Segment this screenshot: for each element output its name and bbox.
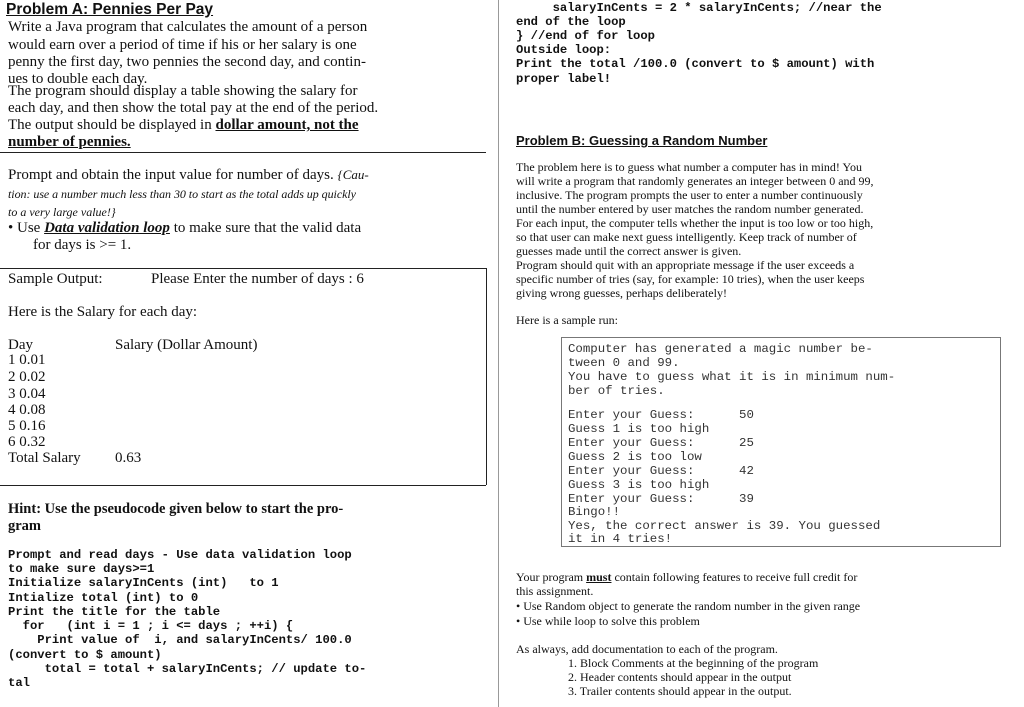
feature-item xyxy=(516,600,860,614)
divider xyxy=(0,268,486,269)
doc-num: 3. xyxy=(568,684,577,698)
doc-item xyxy=(568,685,792,699)
run-line: You have to guess what it is in minimum num- xyxy=(568,370,896,384)
req-must: must xyxy=(586,570,612,584)
table-row: 5 0.16 xyxy=(8,418,46,434)
desc-line: would earn over a period of time if his or her salary is one xyxy=(8,37,357,53)
desc-line: The problem here is to guess what number a computer has in mind! You xyxy=(516,160,862,174)
code-line: Print the title for the table xyxy=(8,605,221,619)
problem-b-title: Problem B: Guessing a Random Number xyxy=(516,133,768,148)
code-line: proper label! xyxy=(516,72,612,86)
total-label: Total Salary xyxy=(8,450,81,466)
doc-item xyxy=(568,657,818,671)
desc-text: The output should be displayed in xyxy=(8,117,212,133)
run-line: Guess 1 is too high xyxy=(568,422,710,436)
desc-line: so that user can make next guess intelligently. Keep track of number of xyxy=(516,230,857,244)
doc-text: Trailer contents should appear in the output. xyxy=(579,684,792,698)
req-line: this assignment. xyxy=(516,584,594,598)
desc-line: inclusive. The program prompts the user to enter a number continuously xyxy=(516,188,863,202)
req-post: contain following features to receive full credit for xyxy=(614,570,858,584)
run-line: Yes, the correct answer is 39. You guessed xyxy=(568,519,881,533)
validation-line xyxy=(8,220,361,237)
problem-a-title: Problem A: Pennies Per Pay xyxy=(6,1,214,18)
desc-line: The program should display a table showing the salary for xyxy=(8,83,358,99)
total-value: 0.63 xyxy=(115,450,142,466)
doc-num: 1. xyxy=(568,656,577,670)
salary-heading: Here is the Salary for each day: xyxy=(8,304,198,320)
desc-line: giving wrong guesses, perhaps deliberately! xyxy=(516,286,727,300)
desc-line: guesses made until the correct answer is given. xyxy=(516,244,742,258)
table-row: 1 0.01 xyxy=(8,352,46,368)
caution-line: to a very large value!} xyxy=(8,205,116,219)
table-header-salary: Salary (Dollar Amount) xyxy=(115,337,258,353)
column-divider xyxy=(498,0,499,707)
desc-line: ues to double each day. xyxy=(8,71,148,87)
feature-text: Use while loop to solve this problem xyxy=(523,614,700,628)
caution-text: {Cau- xyxy=(337,167,369,182)
desc-emphasis: dollar amount, not the xyxy=(215,117,359,133)
hint-line: gram xyxy=(8,518,42,534)
code-line: salaryInCents = 2 * salaryInCents; //near the xyxy=(516,1,882,15)
desc-line: For each input, the computer tells whether the input is too low or too high, xyxy=(516,216,874,230)
validation-line-2: for days is >= 1. xyxy=(33,237,132,253)
run-line: Computer has generated a magic number be- xyxy=(568,342,873,356)
divider xyxy=(0,152,486,153)
run-line: Guess 3 is too high xyxy=(568,478,710,492)
desc-line: Write a Java program that calculates the amount of a person xyxy=(8,19,368,35)
run-line: it in 4 tries! xyxy=(568,532,673,546)
req-pre: Your program xyxy=(516,570,584,584)
hint-line: Hint: Use the pseudocode given below to start the pro- xyxy=(8,501,344,517)
doc-num: 2. xyxy=(568,670,577,684)
run-line: Enter your Guess: 42 xyxy=(568,464,754,478)
code-line: Print value of i, and salaryInCents/ 100.0 xyxy=(8,633,352,647)
code-line: Initialize salaryInCents (int) to 1 xyxy=(8,576,279,590)
req-line xyxy=(516,571,857,585)
code-line: } //end of for loop xyxy=(516,29,655,43)
doc-text: Block Comments at the beginning of the program xyxy=(580,656,819,670)
table-header-day: Day xyxy=(8,337,33,353)
doc-item xyxy=(568,671,791,685)
divider xyxy=(0,485,486,486)
sample-run-label: Here is a sample run: xyxy=(516,313,618,327)
run-line: Enter your Guess: 50 xyxy=(568,408,754,422)
validation-post: to make sure that the valid data xyxy=(173,220,362,236)
desc-emphasis: number of pennies. xyxy=(8,134,131,150)
code-line: Print the total /100.0 (convert to $ amount) with xyxy=(516,57,875,71)
desc-line xyxy=(8,117,359,134)
doc-text: Header contents should appear in the output xyxy=(580,670,792,684)
desc-line: Program should quit with an appropriate message if the user exceeds a xyxy=(516,258,855,272)
table-row: 2 0.02 xyxy=(8,369,46,385)
desc-line xyxy=(8,134,131,151)
code-line: tal xyxy=(8,676,30,690)
code-line: Prompt and read days - Use data validation loop xyxy=(8,548,352,562)
code-line: total = total + salaryInCents; // update to- xyxy=(8,662,367,676)
run-line: Enter your Guess: 39 xyxy=(568,492,754,506)
caution-line: tion: use a number much less than 30 to start as the total adds up quickly xyxy=(8,187,356,201)
prompt-line xyxy=(8,166,369,184)
table-row: 4 0.08 xyxy=(8,402,46,418)
bullet: • xyxy=(516,599,521,613)
sample-label: Sample Output: xyxy=(8,271,103,287)
prompt-text: Prompt and obtain the input value for number of days. xyxy=(8,167,334,183)
code-line: Outside loop: xyxy=(516,43,612,57)
desc-line: will write a program that randomly generates an integer between 0 and 99, xyxy=(516,174,874,188)
code-line: end of the loop xyxy=(516,15,626,29)
run-line: Enter your Guess: 25 xyxy=(568,436,754,450)
validation-pre: Use xyxy=(17,220,41,236)
divider-vertical xyxy=(486,268,487,485)
desc-line: each day, and then show the total pay at the end of the period. xyxy=(8,100,379,116)
code-line: to make sure days>=1 xyxy=(8,562,155,576)
validation-term: Data validation loop xyxy=(44,220,170,236)
feature-text: Use Random object to generate the random number in the given range xyxy=(523,599,861,613)
table-row: 6 0.32 xyxy=(8,434,46,450)
run-line: tween 0 and 99. xyxy=(568,356,680,370)
code-line: for (int i = 1 ; i <= days ; ++i) { xyxy=(8,619,294,633)
desc-line: penny the first day, two pennies the second day, and contin- xyxy=(8,54,366,70)
desc-line: until the number entered by user matches the random number generated. xyxy=(516,202,864,216)
doc-intro: As always, add documentation to each of the program. xyxy=(516,642,778,656)
run-line: ber of tries. xyxy=(568,384,665,398)
feature-item xyxy=(516,615,700,629)
code-line: Intialize total (int) to 0 xyxy=(8,591,199,605)
code-line: (convert to $ amount) xyxy=(8,648,162,662)
desc-line: specific number of tries (say, for example: 10 tries), when the user keeps xyxy=(516,272,865,286)
table-row: 3 0.04 xyxy=(8,386,46,402)
run-line: Guess 2 is too low xyxy=(568,450,702,464)
bullet: • xyxy=(8,220,14,236)
sample-prompt: Please Enter the number of days : 6 xyxy=(151,271,364,287)
bullet: • xyxy=(516,614,521,628)
run-line: Bingo!! xyxy=(568,505,621,519)
